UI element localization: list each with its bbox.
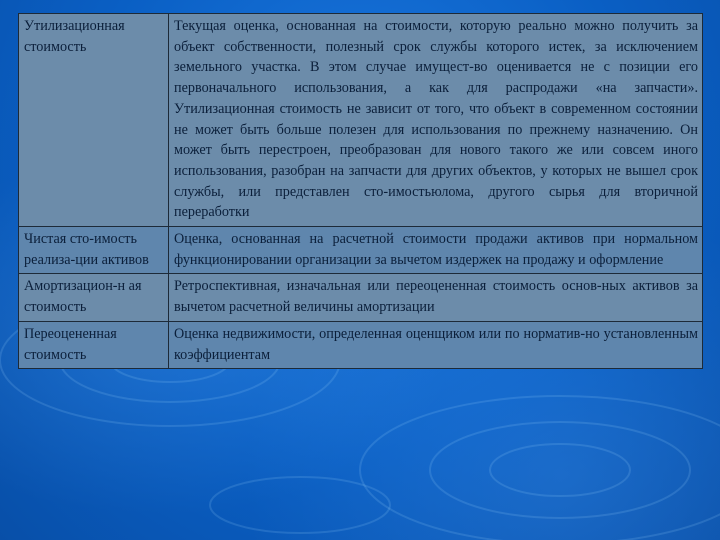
definitions-table-container <box>18 13 703 369</box>
table-row <box>19 321 703 368</box>
table-row <box>19 227 703 274</box>
definitions-table <box>18 13 703 369</box>
term-cell: Амортизацион-н ая стоимость <box>19 274 169 321</box>
term-cell: Чистая сто-имость реализа-ции активов <box>19 227 169 274</box>
term-cell: Переоцененная стоимость <box>19 321 169 368</box>
table-row <box>19 14 703 227</box>
definition-cell: Оценка недвижимости, определенная оценщиком или по норматив-но установленным коэффициентам <box>169 321 703 368</box>
definition-cell: Ретроспективная, изначальная или переоцененная стоимость основ-ных активов за вычетом расчетной величины амортизации <box>169 274 703 321</box>
table-row <box>19 274 703 321</box>
definition-cell: Оценка, основанная на расчетной стоимости продажи активов при нормальном функционировании организации за вычетом издержек на продажу и оформление <box>169 227 703 274</box>
term-cell: Утилизационная стоимость <box>19 14 169 227</box>
definition-cell: Текущая оценка, основанная на стоимости, которую реально можно получить за объект собственности, полезный срок службы которого истек, за исключением земельного участка. В этом случае имущест-во оценивается не с позиции его первоначального использования, а как для распродажи «на запчасти». Утилизационная стоимость не зависит от того, что объект в современном состоянии не может быть больше полезен для использования по прежнему назначению. Он может быть перестроен, преобразован для нового такого же или совсем иного использования, разобран на запчасти для других объектов, у которых не вышел срок службы, или представлен сто-имостьюлома, другого сырья для вторичной переработки <box>169 14 703 227</box>
